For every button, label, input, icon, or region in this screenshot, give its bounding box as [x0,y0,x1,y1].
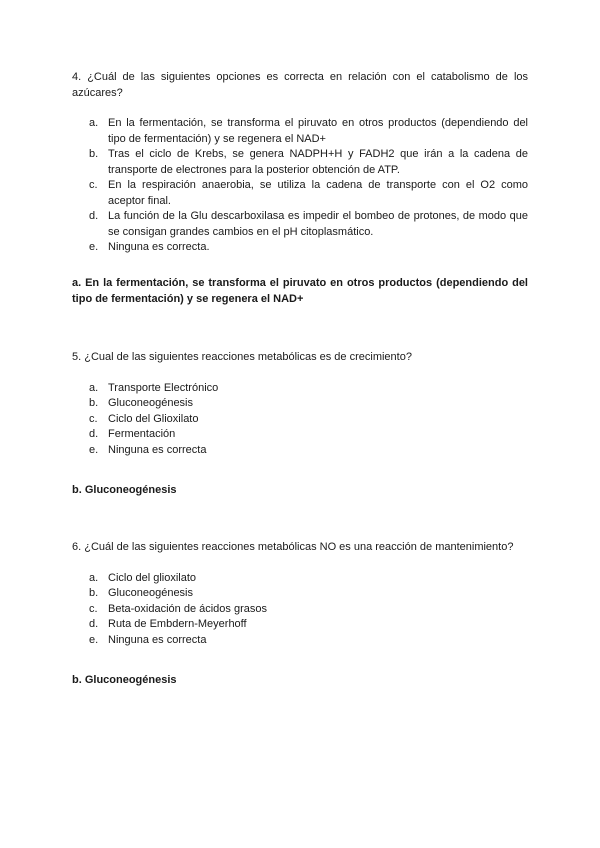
option-text: La función de la Glu descarboxilasa es impedir el bombeo de protones, de modo que se consigan grandes cambios en el pH citoplasmático. [108,210,528,238]
option-marker: b. [89,397,99,409]
option-text: Gluconeogénesis [108,587,194,599]
option-text: Beta-oxidación de ácidos grasos [108,602,267,615]
options-list [72,116,528,256]
option-text: Ninguna es correcta. [108,241,210,253]
option-e [72,443,528,459]
option-d [72,617,528,633]
question-5 [72,350,528,458]
option-marker: d. [89,428,99,440]
option-e [72,240,528,256]
option-c [72,178,528,209]
question-prompt: 5. ¿Cual de las siguientes reacciones metabólicas es de crecimiento? [72,351,412,363]
option-a [72,571,528,587]
option-text: Ruta de Embdern-Meyerhoff [108,618,247,630]
option-marker: c. [89,179,98,191]
option-text: Fermentación [108,428,176,440]
question-prompt: 6. ¿Cuál de las siguientes reacciones metabólicas NO es una reacción de mantenimiento? [72,541,514,553]
option-text: Ninguna es correcta [108,633,207,646]
options-list [72,571,528,649]
option-marker: e. [89,633,99,646]
option-marker: a. [89,571,99,584]
option-c [72,602,528,618]
option-b [72,586,528,602]
answer-6: b. Gluconeogénesis [72,674,177,686]
options-list [72,381,528,459]
question-6 [72,540,528,648]
option-marker: d. [89,210,99,222]
option-marker: b. [89,148,99,160]
option-marker: d. [89,618,99,630]
option-a [72,116,528,147]
option-d [72,209,528,240]
option-marker: c. [89,602,98,615]
option-marker: a. [89,381,99,394]
option-text: En la fermentación, se transforma el piruvato en otros productos (dependiendo del tipo de fermentación) y se regenera el NAD+ [108,117,528,145]
option-marker: b. [89,587,99,599]
answer-4: a. En la fermentación, se transforma el piruvato en otros productos (dependiendo del tipo de fermentación) y se regenera el NAD+ [72,277,528,305]
option-marker: c. [89,412,98,425]
option-marker: e. [89,443,99,456]
option-d [72,427,528,443]
option-c [72,412,528,428]
option-text: Ciclo del glioxilato [108,571,197,584]
option-text: Transporte Electrónico [108,381,219,394]
question-prompt: 4. ¿Cuál de las siguientes opciones es correcta en relación con el catabolismo de los azúcares? [72,71,528,99]
option-text: Ciclo del Glioxilato [108,412,199,425]
option-text: Ninguna es correcta [108,443,207,456]
option-marker: a. [89,117,99,129]
option-a [72,381,528,397]
option-marker: e. [89,241,99,253]
question-4 [72,70,528,256]
option-text: Tras el ciclo de Krebs, se genera NADPH+H y FADH2 que irán a la cadena de transporte de electrones para la posterior obtención de ATP. [108,148,528,176]
option-b [72,147,528,178]
option-text: Gluconeogénesis [108,397,194,409]
option-b [72,396,528,412]
option-text: En la respiración anaerobia, se utiliza la cadena de transporte con el O2 como aceptor final. [108,179,528,207]
answer-5: b. Gluconeogénesis [72,484,177,496]
option-e [72,633,528,649]
